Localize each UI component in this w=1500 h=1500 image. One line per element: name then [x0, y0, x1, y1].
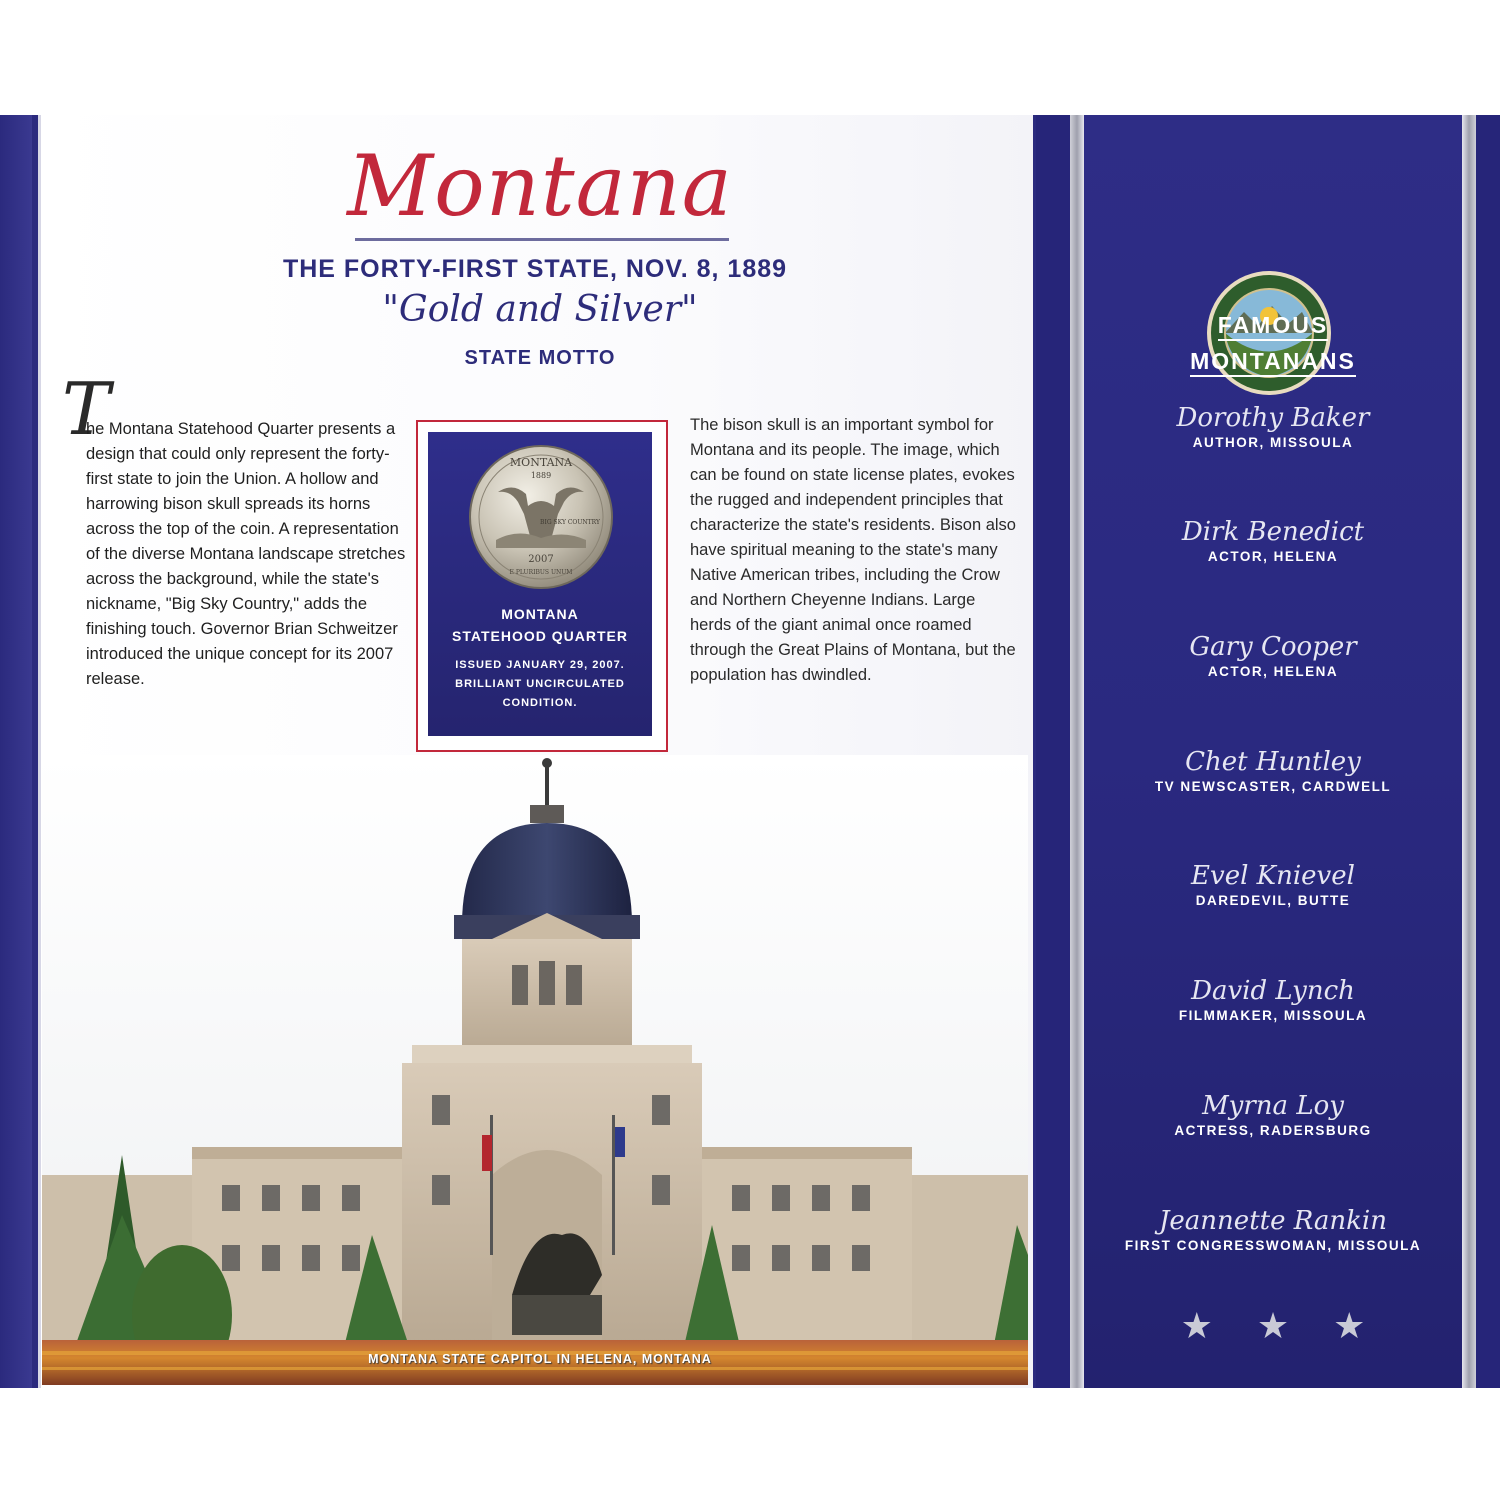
coin-face-top: MONTANA [509, 456, 573, 469]
coin-holder [428, 432, 652, 736]
coin-label-title: MONTANA [501, 606, 579, 622]
right-column-text: The bison skull is an important symbol for Montana and its people. The image, which can be found on state license plates, evokes the rugged and independent principles that characterize the state's residents. Bison also have spiritual meaning to the state's many Native American tribes, including the Crow and Northern Cheyenne Indians. Large herds of the giant animal once roamed through the Great Plains of Montana, but the population has dwindled. [690, 416, 1016, 684]
person-role: ACTOR, HELENA [1207, 664, 1339, 679]
person-name: Dorothy Baker [1176, 403, 1370, 433]
coin-face-year: 2007 [528, 554, 554, 565]
person-name: Gary Cooper [1189, 632, 1357, 662]
coin-label-subtitle: STATEHOOD QUARTER [452, 628, 628, 644]
person-role: ACTRESS, RADERSBURG [1174, 1123, 1372, 1138]
person-role: AUTHOR, MISSOULA [1192, 435, 1354, 450]
person-name: Myrna Loy [1202, 1091, 1344, 1121]
coin-issue-date: ISSUED JANUARY 29, 2007. [455, 659, 625, 671]
coin-face-middle: BIG SKY COUNTRY [540, 519, 600, 526]
coin-face-year-top: 1889 [530, 471, 552, 480]
silver-bar-left [1070, 115, 1084, 1388]
famous-person [1084, 631, 1462, 681]
state-title: Montana [347, 137, 733, 235]
motto-label: STATE MOTTO [464, 347, 616, 369]
person-name: Chet Huntley [1185, 747, 1361, 777]
capitol-photo [42, 755, 1028, 1385]
photo-caption: MONTANA STATE CAPITOL IN HELENA, MONTANA [368, 1352, 712, 1366]
silver-bar-right [1462, 115, 1476, 1388]
folder-card [0, 115, 1500, 1388]
coin-label-details [428, 656, 652, 713]
coin-face-bottom: E PLURIBUS UNUM [509, 569, 573, 576]
coin-condition-1: BRILLIANT UNCIRCULATED [455, 678, 625, 690]
person-name: David Lynch [1191, 976, 1355, 1006]
drop-cap: T [62, 367, 111, 451]
person-role: FIRST CONGRESSWOMAN, MISSOULA [1124, 1238, 1422, 1253]
heading-line-2: MONTANANS [1190, 348, 1356, 377]
person-name: Dirk Benedict [1181, 517, 1365, 547]
famous-montanans-heading [1084, 307, 1462, 379]
person-role: TV NEWSCASTER, CARDWELL [1154, 779, 1392, 794]
famous-person [1084, 975, 1462, 1025]
famous-person [1084, 516, 1462, 566]
left-column-text: he Montana Statehood Quarter presents a design that could only represent the forty-first state to join the Union. A hollow and harrowing bison skull spreads its horns across the top of the coin. A representation of the diverse Montana landscape stretches across the background, while the state's nickname, "Big Sky Country," adds the finishing touch. Governor Brian Schweitzer introduced the unique concept for its 2007 release. [86, 420, 406, 688]
famous-person [1084, 1205, 1462, 1255]
famous-person [1084, 746, 1462, 796]
heading-line-1: FAMOUS [1218, 312, 1328, 341]
famous-person [1084, 860, 1462, 910]
person-name: Jeannette Rankin [1159, 1206, 1387, 1236]
person-role: DAREDEVIL, BUTTE [1195, 893, 1351, 908]
decorative-stars-icon: ★★★ [1180, 1305, 1410, 1346]
statehood-subtitle: THE FORTY-FIRST STATE, NOV. 8, 1889 [282, 255, 788, 283]
left-border-strip [0, 115, 32, 1388]
famous-person [1084, 402, 1462, 452]
person-name: Evel Knievel [1191, 861, 1355, 891]
famous-person [1084, 1090, 1462, 1140]
title-divider [355, 238, 729, 241]
coin-condition-2: CONDITION. [502, 697, 578, 709]
quarter-coin-icon [468, 444, 614, 590]
person-role: ACTOR, HELENA [1207, 549, 1339, 564]
state-motto: "Gold and Silver" [382, 289, 698, 330]
person-role: FILMMAKER, MISSOULA [1178, 1008, 1368, 1023]
